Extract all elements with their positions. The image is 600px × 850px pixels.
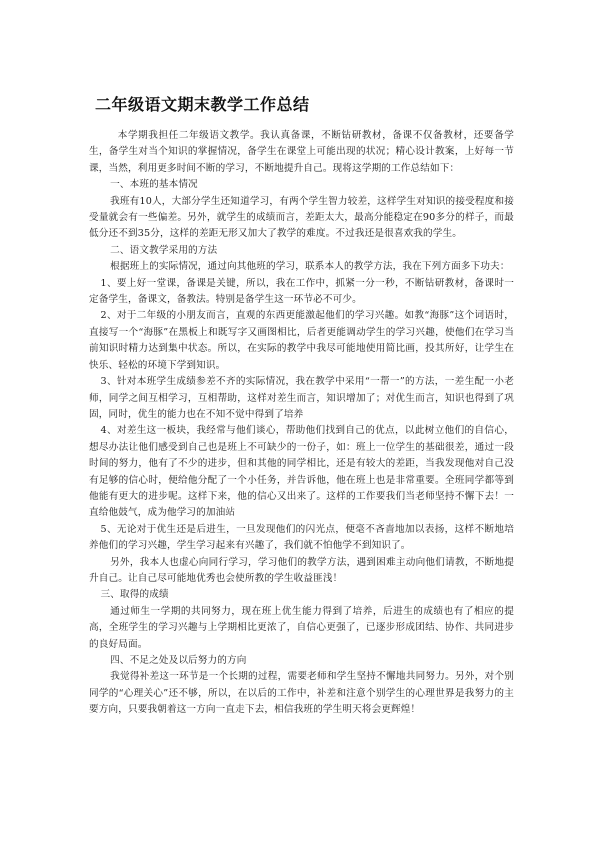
paragraph: 1、要上好一堂课，备课是关键，所以，我在工作中，抓紧一分一秒，不断钻研教材，备课时一定备学生，备课文，备教法。特别是备学生这一环节必不可少。	[89, 277, 514, 306]
paragraph: 一、本班的基本情况	[110, 179, 198, 191]
paragraph: 二、语文教学采用的方法	[110, 244, 218, 256]
paragraph: 四、不足之处及以后努力的方向	[110, 655, 247, 666]
document-body	[89, 128, 514, 719]
document-title: 二年级语文期末教学工作总结	[95, 95, 310, 114]
paragraph: 我觉得补差这一环节是一个长期的过程，需要老师和学生坚持不懈地共同努力。另外，对个别同学的“心理关心”还不够，所以，在以后的工作中，补差和注意个别学生的心理世界是我努力的主要方向，只要我朝着这一方向一直走下去，相信我班的学生明天将会更辉煌！	[89, 671, 514, 716]
paragraph: 4、对差生这一板块，我经常与他们谈心，帮助他们找到自己的优点，以此树立他们的自信心，想尽办法让他们感受到自己也是班上不可缺少的一份子，如：班上一位学生的基础很差，通过一段时间的努力，他有了不少的进步，但和其他的同学相比，还是有较大的差距，当我发现他对自己没有足够的信心时，便给他分配了一个小任务，并告诉他，他在班上也是非常重要。全班同学都等到他能有更大的进步呢。这样下来，他的信心又出来了。这样的工作要我们当老师坚持不懈下去！一直给他鼓气，成为他学习的加油站	[89, 425, 514, 519]
paragraph: 2、对于二年级的小朋友而言，直观的东西更能激起他们的学习兴趣。如教“海豚”这个词语时，直接写一个“海豚”在黑板上和既写字又画图相比，后者更能调动学生的学习兴趣，使他们在学习当前知识时精力达到集中状态。所以，在实际的教学中我尽可能地使用简比画，投其所好，让学生在快乐、轻松的环境下学到知识。	[89, 310, 514, 371]
paragraph: 通过师生一学期的共同努力，现在班上优生能力得到了培养，后进生的成绩也有了相应的提高，全班学生的学习兴趣与上学期相比更浓了，自信心更强了，已逐步形成团结、协作、共同进步的良好局面。	[89, 605, 514, 650]
paragraph: 三、取得的成绩	[100, 589, 169, 601]
paragraph: 3、针对本班学生成绩参差不齐的实际情况，我在教学中采用“一帮一”的方法，一差生配一小老师，同学之间互相学习，互相帮助，这样对差生而言，知识增加了；对优生而言，知识也得到了巩固，同时，优生的能力也在不知不觉中得到了培养	[89, 376, 514, 420]
paragraph: 本学期我担任二年级语文教学。我认真备课，不断钻研教材，备课不仅备教材，还要备学生，备学生对当个知识的掌握情况，备学生在课堂上可能出现的状况；精心设计教案，上好每一节课，当然，利用更多时间不断的学习，不断地提升自己。现将这学期的工作总结如下：	[89, 130, 514, 174]
paragraph: 5、无论对于优生还是后进生，一旦发现他们的闪光点，便毫不吝啬地加以表扬，这样不断地培养他们的学习兴趣，学生学习起来有兴趣了，我们就不怕他学不到知识了。	[89, 523, 514, 552]
paragraph: 另外，我本人也虚心向同行学习，学习他们的教学方法，遇到困难主动向他们请教，不断地提升自己。让自己尽可能地优秀也会使所教的学生收益匪浅！	[89, 556, 514, 584]
paragraph: 我班有10人，大部分学生还知道学习，有两个学生智力较差，这样学生对知识的接受程度和接受量就会有一些偏差。另外，就学生的成绩而言，差距太大，最高分能稳定在90多分的样子，而最低分还不到35分，这样的差距无形又加大了教学的难度。不过我还是很喜欢我的学生。	[89, 195, 514, 240]
paragraph: 根据班上的实际情况，通过向其他班的学习，联系本人的教学方法，我在下列方面多下功夫：	[110, 261, 510, 273]
